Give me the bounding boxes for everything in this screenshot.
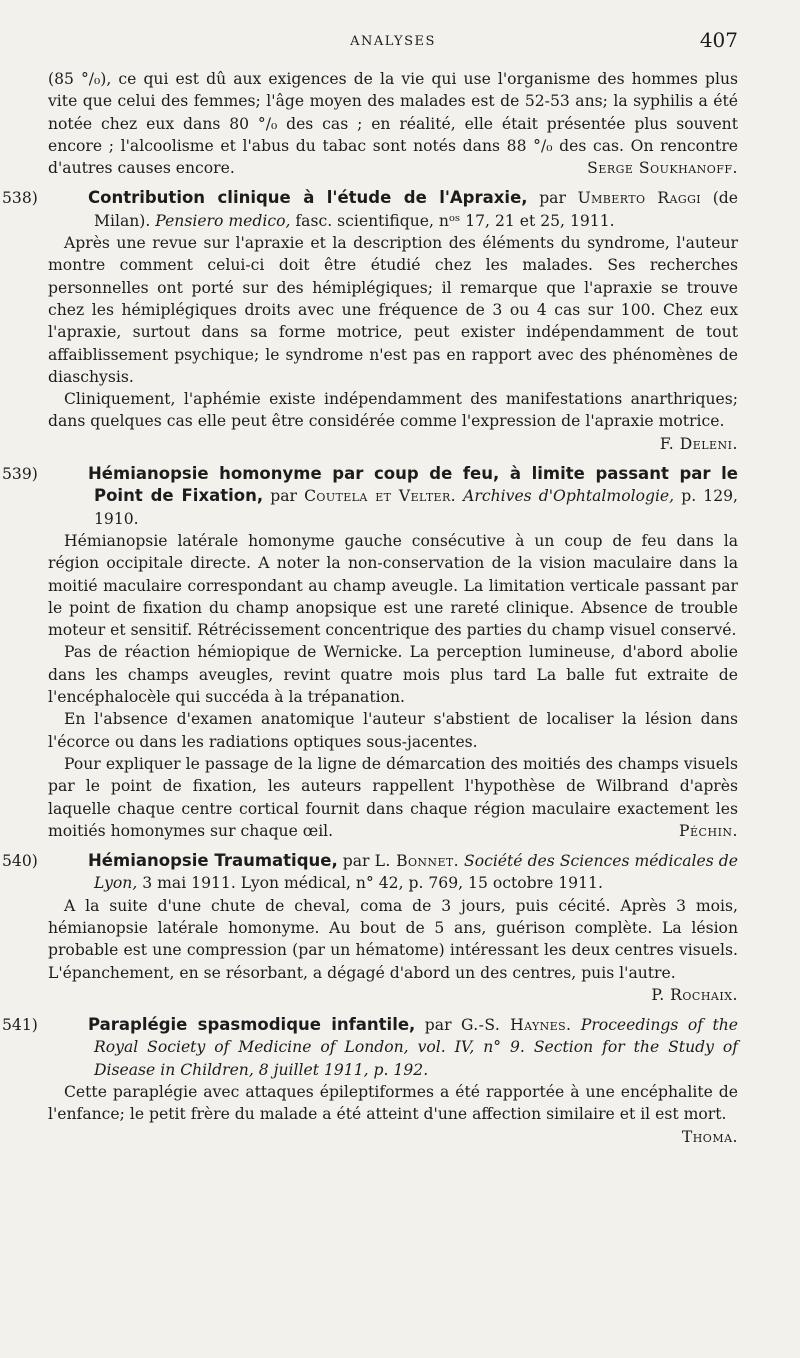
entry-paragraph: Hémianopsie latérale homonyme gauche consécutive à un coup de feu dans la région occipitale directe. A noter la non-conservation de la vision maculaire dans la moitié maculaire correspondant au champ aveugle. La limitation verticale passant par le point de fixation du champ anopsique est une rareté clinique. Absence de trouble moteur et sensitif. Rétrécissement concentrique des parties du champ visuel conservé. <box>48 531 738 640</box>
entry-details: fasc. scientifique, nᵒˢ 17, 21 et 25, 1911. <box>290 211 615 230</box>
entry-number: 541) <box>2 1016 38 1035</box>
entry-paragraph: Après une revue sur l'apraxie et la description des éléments du syndrome, l'auteur montre comment celui-ci doit être étudié chez les malades. Ses recherches personnelles ont porté sur des hémiplégiques; il remarque que l'apraxie se trouve chez les hémiplégiques droits avec une fréquence de 3 ou 4 cas sur 100. Chez eux l'apraxie, surtout dans sa forme motrice, peut exister indépendamment de tout affaiblissement psychique; le syndrome n'est pas en rapport avec des phénomènes de diaschysis. <box>48 234 738 386</box>
page-header <box>48 28 738 62</box>
entry-heading <box>2 1014 739 1081</box>
entry-details: p. 129, 1910. <box>94 487 739 528</box>
entry-paragraph-text: Cette paraplégie avec attaques épileptiformes a été rapportée à une encéphalite de l'enfance; le petit frère du malade a été atteint d'une affection similaire et il est mort. <box>48 1083 738 1124</box>
entry-source: Pensiero medico, <box>155 211 291 230</box>
entry-paragraph-text: Cliniquement, l'aphémie existe indépendamment des manifestations anarthriques; dans quelques cas elle peut être considérée comme l'expression de l'apraxie motrice. <box>48 390 738 431</box>
entry-affiliation: (de Milan). <box>94 189 738 230</box>
signature: Péchin. <box>679 821 738 840</box>
entry-par: par <box>337 852 375 871</box>
entry-title: Paraplégie spasmodique infantile, <box>88 1015 416 1035</box>
entry-source: Proceedings of the Royal Society of Medicine of London, <box>94 1016 739 1057</box>
entry-paragraph: En l'absence d'examen anatomique l'auteur s'abstient de localiser la lésion dans l'écorce ou dans les radiations optiques sous-jacentes. <box>48 710 738 751</box>
entry-title: Hémianopsie Traumatique, <box>88 851 338 871</box>
entry-title: Hémianopsie homonyme par coup de feu, à limite passant par le Point de Fixation, <box>88 464 738 506</box>
signature: Thoma. <box>681 1127 738 1146</box>
entry-heading <box>2 463 739 530</box>
entry-par: par <box>263 487 305 506</box>
entry-heading <box>2 187 738 232</box>
signature: Serge Soukhanoff. <box>587 159 738 178</box>
entry-paragraph-text: Pour expliquer le passage de la ligne de démarcation des moitiés des champs visuels par le point de fixation, les auteurs rappellent l'hypothèse de Wilbrand d'après laquelle chaque centre cortical fournit dans chaque région maculaire exactement les moitiés homonymes sur chaque œil. <box>48 754 738 840</box>
entry-paragraph <box>48 1081 738 1146</box>
entry-source: Archives d'Ophtalmologie, <box>463 487 675 506</box>
entry-number: 538) <box>2 189 38 208</box>
entry-authors: G.-S. Haynes. <box>461 1016 572 1035</box>
entry-source: Société des Sciences médicales de Lyon, <box>94 852 738 893</box>
entry-538 <box>2 187 738 455</box>
entry-authors: Umberto Raggi <box>577 189 702 208</box>
running-head: ANALYSES <box>350 34 436 49</box>
entry-paragraph <box>48 895 738 1004</box>
entry-spacer <box>571 1016 580 1034</box>
continuation-text: (85 °/₀), ce qui est dû aux exigences de la vie qui use l'organisme des hommes plus vite que celui des femmes; l'âge moyen des malades est de 52-53 ans; la syphilis a été notée chez eux dans 80 °/₀ des cas ; en réalité, elle était présentée plus souvent encore ; l'alcoolisme et l'abus du tabac sont notés dans 88 °/₀ des cas. On rencontre d'autres causes encore. <box>48 70 738 178</box>
entry-authors: Coutela et Velter. <box>304 487 457 506</box>
entry-number: 540) <box>2 852 38 871</box>
signature: P. Rochaix. <box>651 985 738 1004</box>
entry-details: vol. IV, n° 9. Section for the Study of Disease in Children, 8 juillet 1911, p. 192. <box>94 1038 738 1079</box>
entry-authors: L. Bonnet. <box>374 852 459 871</box>
entry-paragraph <box>48 388 738 453</box>
entry-paragraph: Pas de réaction hémiopique de Wernicke. La perception lumineuse, d'abord abolie dans les champs aveugles, revint quatre mois plus tard La balle fut extraite de l'encéphalocèle qui succéda à la trépanation. <box>48 643 738 707</box>
entry-par: par <box>415 1016 461 1035</box>
entry-paragraph <box>48 753 738 842</box>
entry-541 <box>2 1014 739 1148</box>
signature: F. Deleni. <box>659 434 738 453</box>
page-number: 407 <box>699 28 738 52</box>
entry-paragraph-text: A la suite d'une chute de cheval, coma de 3 jours, puis cécité. Après 3 mois, hémianopsie latérale homonyme. Au bout de 5 ans, guérison complète. La lésion probable est une compression (par un hématome) intéressant les deux centres visuels. L'épanchement, en se résorbant, a dégagé d'abord un des centres, puis l'autre. <box>48 896 738 982</box>
entry-540 <box>2 850 738 1006</box>
entry-title: Contribution clinique à l'étude de l'Apraxie, <box>88 188 528 208</box>
entry-par: par <box>527 189 578 208</box>
entry-number: 539) <box>2 465 38 484</box>
entry-heading <box>2 850 738 895</box>
entry-details: 3 mai 1911. Lyon médical, n° 42, p. 769, 15 octobre 1911. <box>137 874 603 893</box>
continuation-paragraph <box>48 68 738 179</box>
entry-539 <box>2 463 739 842</box>
